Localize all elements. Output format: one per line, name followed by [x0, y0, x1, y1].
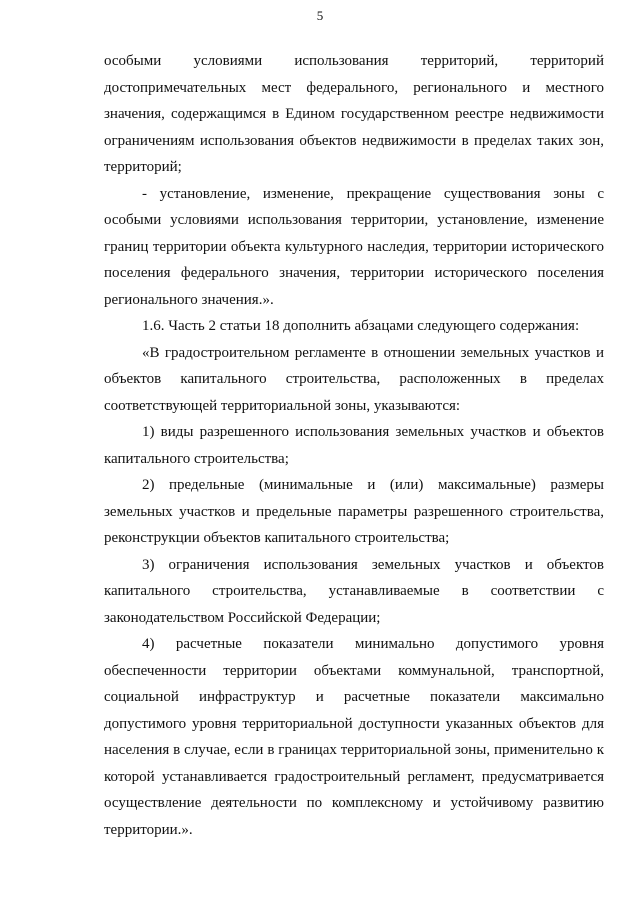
paragraph-clause-1-6: 1.6. Часть 2 статьи 18 дополнить абзацами следующего содержания: [142, 318, 580, 334]
paragraph-dash-item: - установление, изменение, прекращение существования зоны с особыми условиями использования территории, установление, изменение границ территории объекта культурного наследия, территории исторического поселения федерального значения, территории исторического поселения регионального значения.». [104, 185, 604, 308]
paragraph-item-4: 4) расчетные показатели минимально допустимого уровня обеспеченности территории объектами коммунальной, транспортной, социальной инфраструктур и расчетные показатели максимально допустимого уровня территориальной доступности указанных объектов для населения в случае, если в границах территориальной зоны, применительно к которой устанавливается градостроительный регламент, предусматривается осуществление деятельности по комплексному и устойчивому развитию территории.». [104, 636, 604, 838]
page-number: 5 [316, 8, 324, 23]
paragraph-item-3: 3) ограничения использования земельных участков и объектов капитального строительства, устанавливаемые в соответствии с законодательством Российской Федерации; [104, 556, 604, 626]
paragraph-regulation-intro: «В градостроительном регламенте в отношении земельных участков и объектов капитального строительства, расположенных в пределах соответствующей территориальной зоны, указываются: [104, 344, 604, 414]
paragraph-continuation: особыми условиями использования территорий, территорий достопримечательных мест федерального, регионального и местного значения, содержащимся в Едином государственном реестре недвижимости ограничениям использования объектов недвижимости в пределах таких зон, территорий; [104, 53, 604, 175]
document-body [104, 48, 604, 843]
paragraph-item-2: 2) предельные (минимальные и (или) максимальные) размеры земельных участков и предельные параметры разрешенного строительства, реконструкции объектов капитального строительства; [104, 477, 604, 546]
paragraph-item-1: 1) виды разрешенного использования земельных участков и объектов капитального строительства; [104, 424, 604, 467]
